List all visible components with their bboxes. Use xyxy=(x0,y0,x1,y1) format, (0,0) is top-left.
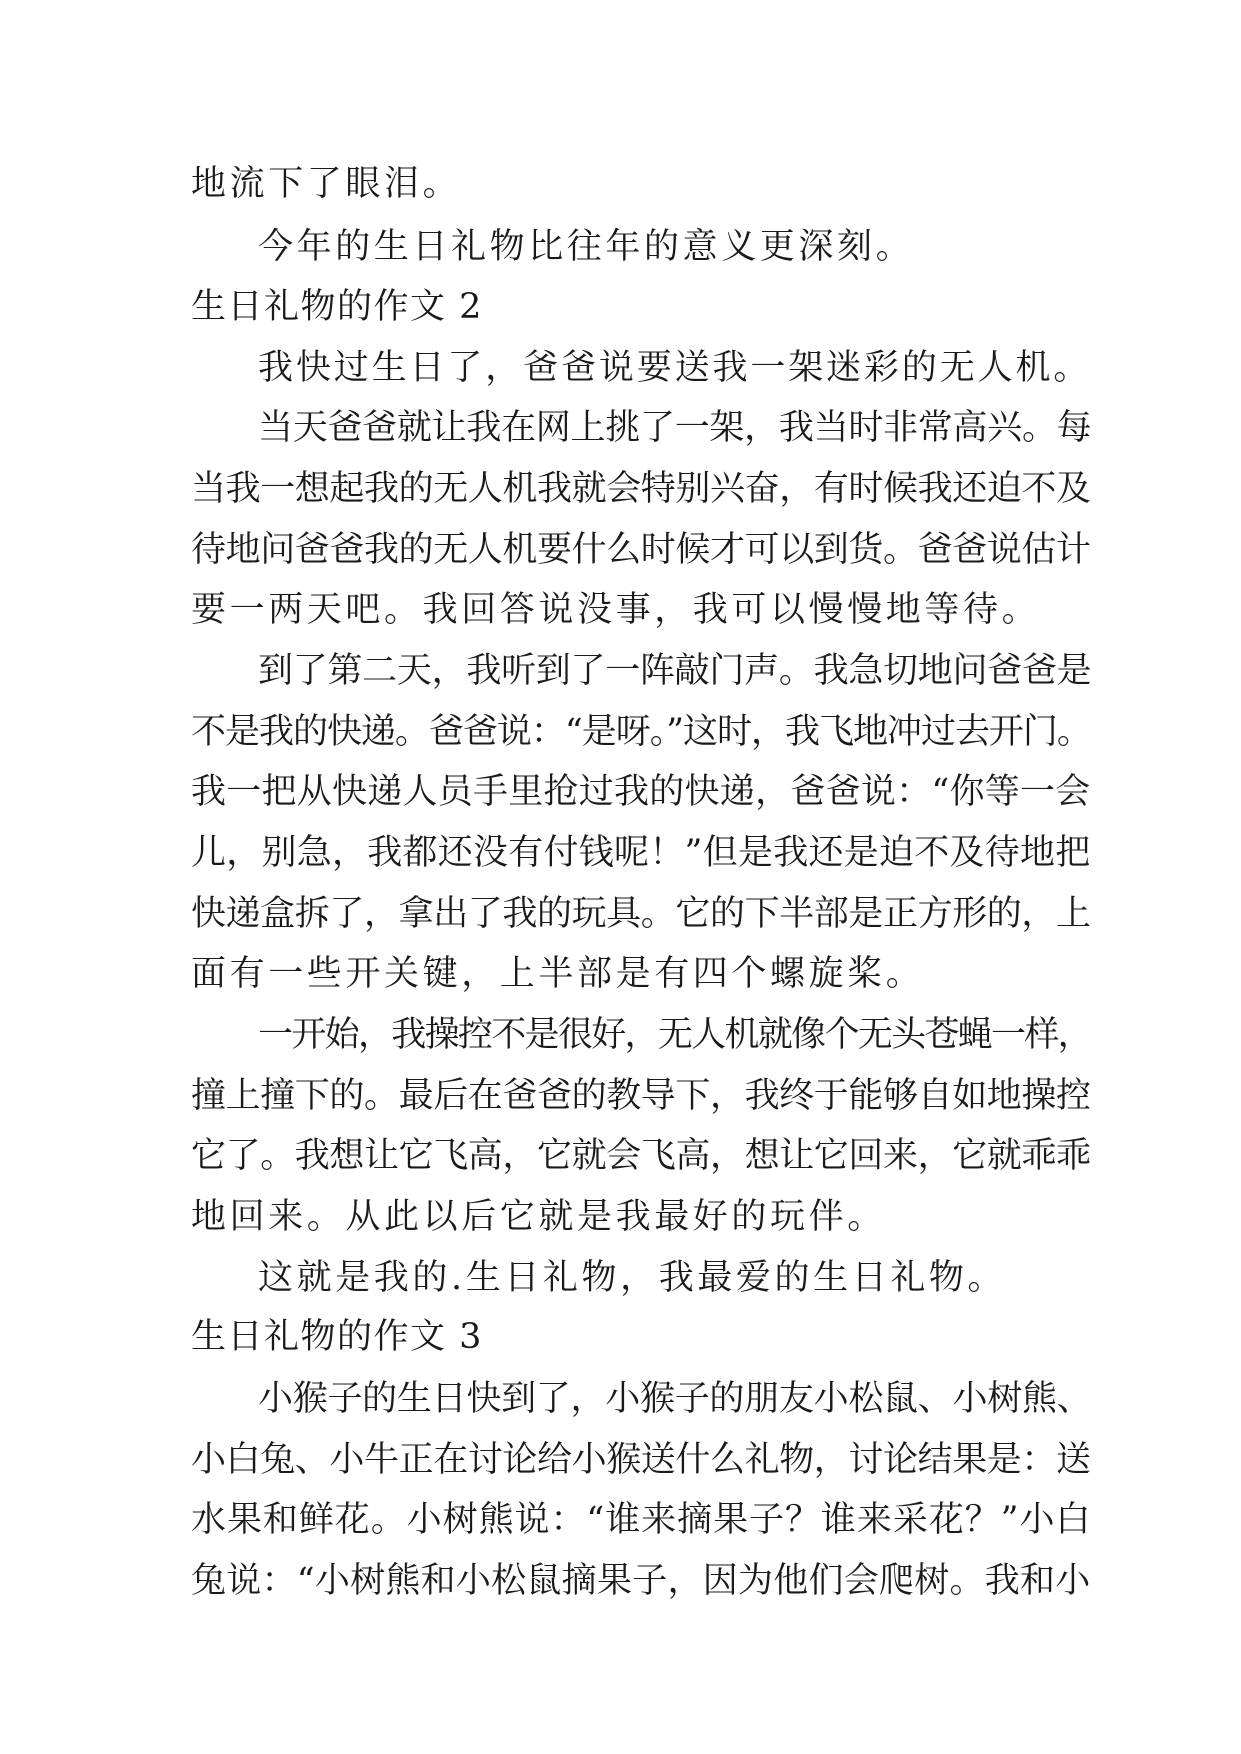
paragraph-line: 小白兔、小牛正在讨论给小猴送什么礼物，讨论结果是：送 xyxy=(191,1440,1091,1480)
paragraph-line: 小猴子的生日快到了，小猴子的朋友小松鼠、小树熊、 xyxy=(258,1379,1092,1419)
section-heading: 生日礼物的作文 2 xyxy=(191,287,483,327)
paragraph-line: 待地问爸爸我的无人机要什么时候才可以到货。爸爸说估计 xyxy=(191,530,1091,570)
paragraph-line: 儿，别急，我都还没有付钱呢！”但是我还是迫不及待地把 xyxy=(191,833,1091,873)
paragraph-line: 当天爸爸就让我在网上挑了一架，我当时非常高兴。每 xyxy=(258,408,1092,448)
paragraph-line: 一开始，我操控不是很好，无人机就像个无头苍蝇一样， xyxy=(258,1015,1092,1055)
paragraph-line: 我快过生日了，爸爸说要送我一架迷彩的无人机。 xyxy=(258,348,1092,388)
paragraph-line: 这就是我的.生日礼物，我最爱的生日礼物。 xyxy=(258,1258,1007,1298)
paragraph-line: 今年的生日礼物比往年的意义更深刻。 xyxy=(258,227,915,267)
paragraph-line: 当我一想起我的无人机我就会特别兴奋，有时候我还迫不及 xyxy=(191,469,1091,509)
paragraph-line: 地回来。从此以后它就是我最好的玩伴。 xyxy=(191,1197,886,1237)
paragraph-line: 地流下了眼泪。 xyxy=(191,164,462,204)
paragraph-line: 它了。我想让它飞高，它就会飞高，想让它回来，它就乖乖 xyxy=(191,1136,1091,1176)
paragraph-line: 撞上撞下的。最后在爸爸的教导下，我终于能够自如地操控 xyxy=(191,1076,1091,1116)
paragraph-line: 快递盒拆了，拿出了我的玩具。它的下半部是正方形的，上 xyxy=(191,894,1091,934)
paragraph-line: 不是我的快递。爸爸说：“是呀。”这时，我飞地冲过去开门。 xyxy=(191,712,1091,752)
paragraph-line: 我一把从快递人员手里抢过我的快递，爸爸说：“你等一会 xyxy=(191,772,1091,812)
paragraph-line: 兔说：“小树熊和小松鼠摘果子，因为他们会爬树。我和小 xyxy=(191,1561,1091,1601)
paragraph-line: 水果和鲜花。小树熊说：“谁来摘果子？谁来采花？”小白 xyxy=(191,1500,1092,1540)
paragraph-line: 要一两天吧。我回答说没事，我可以慢慢地等待。 xyxy=(191,590,1041,630)
paragraph-line: 面有一些开关键，上半部是有四个螺旋桨。 xyxy=(191,954,925,994)
section-heading: 生日礼物的作文 3 xyxy=(191,1317,483,1357)
paragraph-line: 到了第二天，我听到了一阵敲门声。我急切地问爸爸是 xyxy=(258,651,1092,691)
